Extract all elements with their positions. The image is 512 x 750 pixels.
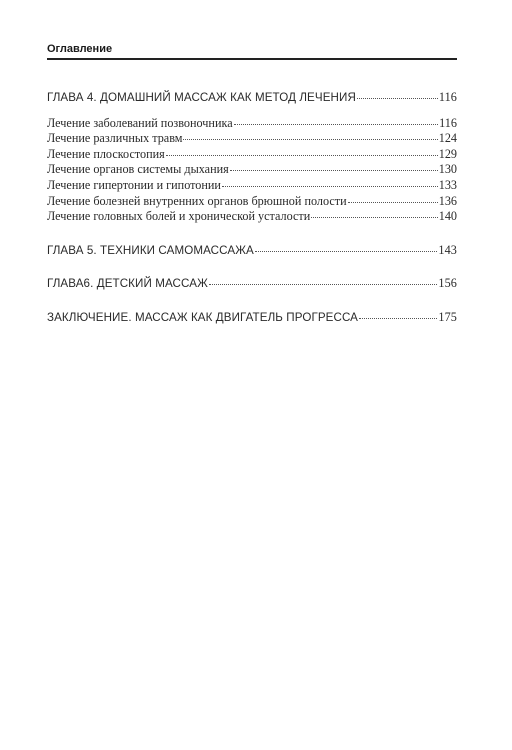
dot-leader [166, 155, 438, 156]
toc-entry-section[interactable] [47, 147, 457, 163]
toc-entry-section[interactable] [47, 162, 457, 178]
table-of-contents [47, 90, 457, 326]
toc-entry-section[interactable] [47, 116, 457, 132]
toc-entry-page: 133 [438, 177, 457, 192]
dot-leader [209, 284, 438, 285]
running-header: Оглавление [47, 43, 113, 55]
toc-entry-conclusion[interactable] [47, 310, 457, 326]
toc-entry-title: ГЛАВА 4. ДОМАШНИЙ МАССАЖ КАК МЕТОД ЛЕЧЕНИЯ [47, 91, 356, 104]
toc-entry-page: 156 [438, 276, 457, 291]
toc-entry-chapter-5[interactable] [47, 243, 457, 259]
toc-entry-page: 129 [438, 146, 457, 161]
toc-entry-section[interactable] [47, 178, 457, 194]
dot-leader [255, 251, 438, 252]
toc-entry-chapter-4[interactable] [47, 90, 457, 106]
dot-leader [311, 217, 437, 218]
dot-leader [357, 98, 438, 99]
toc-entry-title: Лечение болезней внутренних органов брюшной полости [47, 193, 347, 208]
toc-entry-title: Лечение заболеваний позвоночника [47, 115, 233, 130]
dot-leader [222, 186, 438, 187]
dot-leader [230, 170, 438, 171]
toc-entry-section[interactable] [47, 131, 457, 147]
toc-entry-title: Лечение гипертонии и гипотонии [47, 177, 221, 192]
toc-entry-chapter-6[interactable] [47, 276, 457, 292]
toc-entry-title: Лечение различных травм [47, 131, 183, 146]
dot-leader [359, 318, 437, 319]
toc-entry-title: Лечение головных болей и хронической усталости [47, 209, 311, 224]
dot-leader [234, 124, 439, 125]
toc-entry-page: 136 [438, 193, 457, 208]
toc-entry-section[interactable] [47, 194, 457, 210]
toc-entry-title: ГЛАВА 5. ТЕХНИКИ САМОМАССАЖА [47, 243, 254, 257]
toc-entry-title: Лечение плоскостопия [47, 146, 165, 161]
toc-entry-page: 175 [438, 309, 457, 324]
toc-entry-page: 130 [438, 162, 457, 177]
toc-entry-page: 124 [438, 131, 457, 146]
toc-entry-title: ЗАКЛЮЧЕНИЕ. МАССАЖ КАК ДВИГАТЕЛЬ ПРОГРЕССА [47, 310, 359, 324]
header-rule [47, 58, 457, 60]
dot-leader [348, 202, 438, 203]
dot-leader [183, 139, 437, 140]
toc-entry-page: 116 [438, 90, 457, 104]
toc-entry-title: Лечение органов системы дыхания [47, 162, 229, 177]
toc-entry-section[interactable] [47, 209, 457, 225]
toc-entry-title: ГЛАВА6. ДЕТСКИЙ МАССАЖ [47, 277, 208, 291]
toc-entry-page: 140 [438, 209, 457, 224]
toc-entry-page: 143 [438, 242, 457, 257]
toc-entry-page: 116 [439, 115, 457, 130]
